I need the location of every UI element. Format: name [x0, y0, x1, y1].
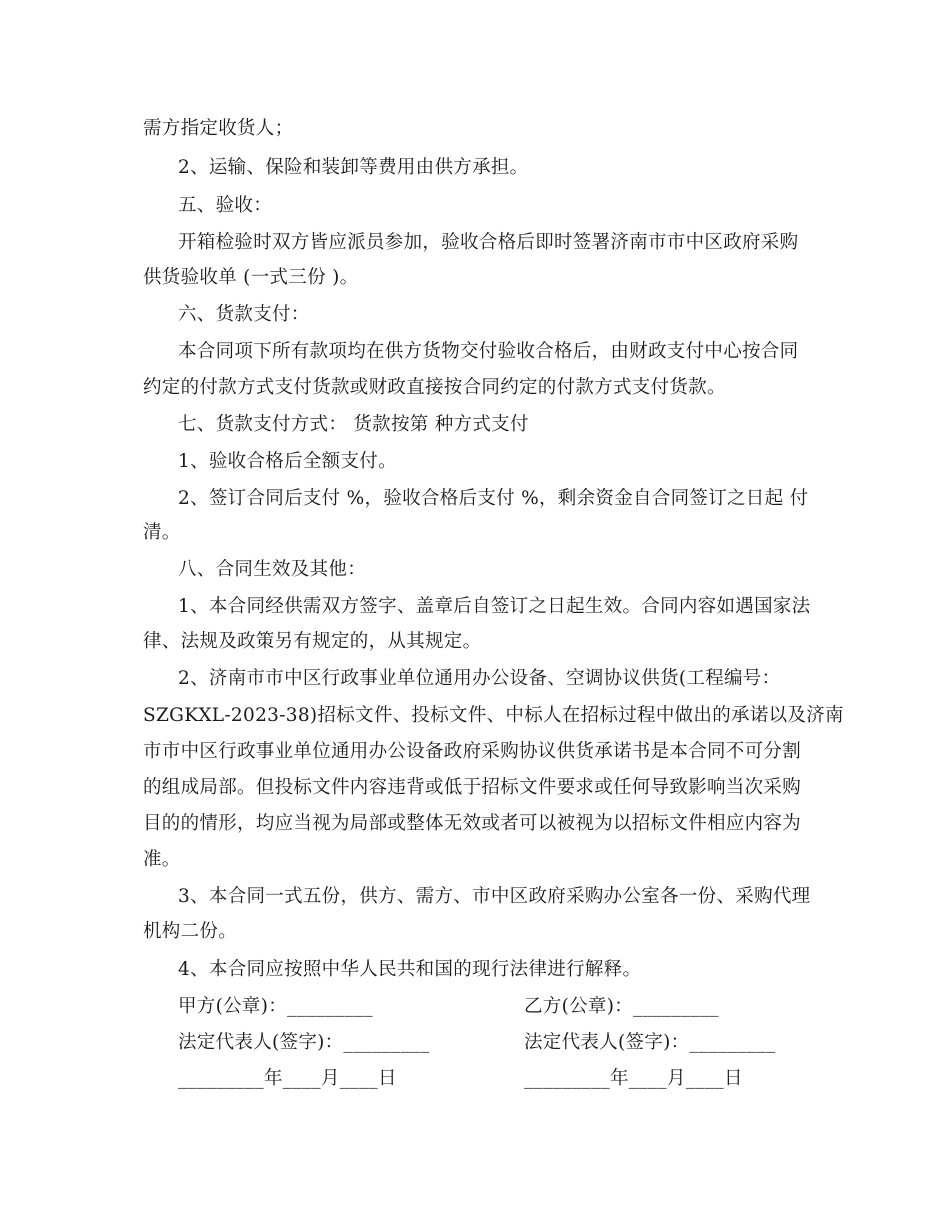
- text-line: 2、签订合同后支付 %，验收合格后支付 %，剩余资金自合同签订之日起 付: [178, 488, 809, 509]
- text-line: 的组成局部。但投标文件内容违背或低于招标文件要求或任何导致影响当次采购: [143, 777, 802, 798]
- text-line: 目的的情形，均应当视为局部或整体无效或者可以被视为以招标文件相应内容为: [143, 813, 802, 834]
- party-a-seal-field: 甲方(公章)：_________: [178, 996, 373, 1017]
- text-line: 2、济南市市中区行政事业单位通用办公设备、空调协议供货(工程编号：: [178, 668, 781, 689]
- section-heading: 六、货款支付：: [178, 304, 310, 325]
- text-line: 机构二份。: [143, 921, 238, 942]
- text-line: 约定的付款方式支付货款或财政直接按合同约定的付款方式支付货款。: [143, 377, 726, 398]
- text-line: 本合同项下所有款项均在供方货物交付验收合格后，由财政支付中心按合同: [178, 341, 799, 362]
- text-line: 供货验收单 (一式三份 )。: [143, 267, 359, 288]
- party-a-date-field: _________年____月____日: [178, 1068, 397, 1089]
- section-heading: 五、验收：: [178, 195, 273, 216]
- section-heading: 七、货款支付方式： 货款按第 种方式支付: [178, 414, 529, 435]
- text-line: 4、本合同应按照中华人民共和国的现行法律进行解释。: [178, 959, 642, 980]
- text-line: 律、法规及政策另有规定的，从其规定。: [143, 631, 482, 652]
- text-line: 1、本合同经供需双方签字、盖章后自签订之日起生效。合同内容如遇国家法: [178, 596, 811, 617]
- party-a-representative-field: 法定代表人(签字)：_________: [178, 1032, 430, 1053]
- text-line: 1、验收合格后全额支付。: [178, 451, 397, 472]
- text-line: 市市中区行政事业单位通用办公设备政府采购协议供货承诺书是本合同不可分割: [143, 741, 802, 762]
- text-line: 准。: [143, 849, 181, 870]
- text-line: 2、运输、保险和装卸等费用由供方承担。: [178, 157, 529, 178]
- text-line: 清。: [143, 522, 181, 543]
- party-b-date-field: _________年____月____日: [524, 1068, 743, 1089]
- text-line: 开箱检验时双方皆应派员参加，验收合格后即时签署济南市市中区政府采购: [178, 232, 799, 253]
- text-line: SZGKXL-2023-38)招标文件、投标文件、中标人在招标过程中做出的承诺以及济南: [143, 705, 844, 726]
- section-heading: 八、合同生效及其他：: [178, 559, 367, 580]
- text-line: 需方指定收货人；: [143, 118, 294, 139]
- party-b-seal-field: 乙方(公章)：_________: [524, 996, 719, 1017]
- party-b-representative-field: 法定代表人(签字)：_________: [524, 1032, 776, 1053]
- text-line: 3、本合同一式五份，供方、需方、市中区政府采购办公室各一份、采购代理: [178, 886, 811, 907]
